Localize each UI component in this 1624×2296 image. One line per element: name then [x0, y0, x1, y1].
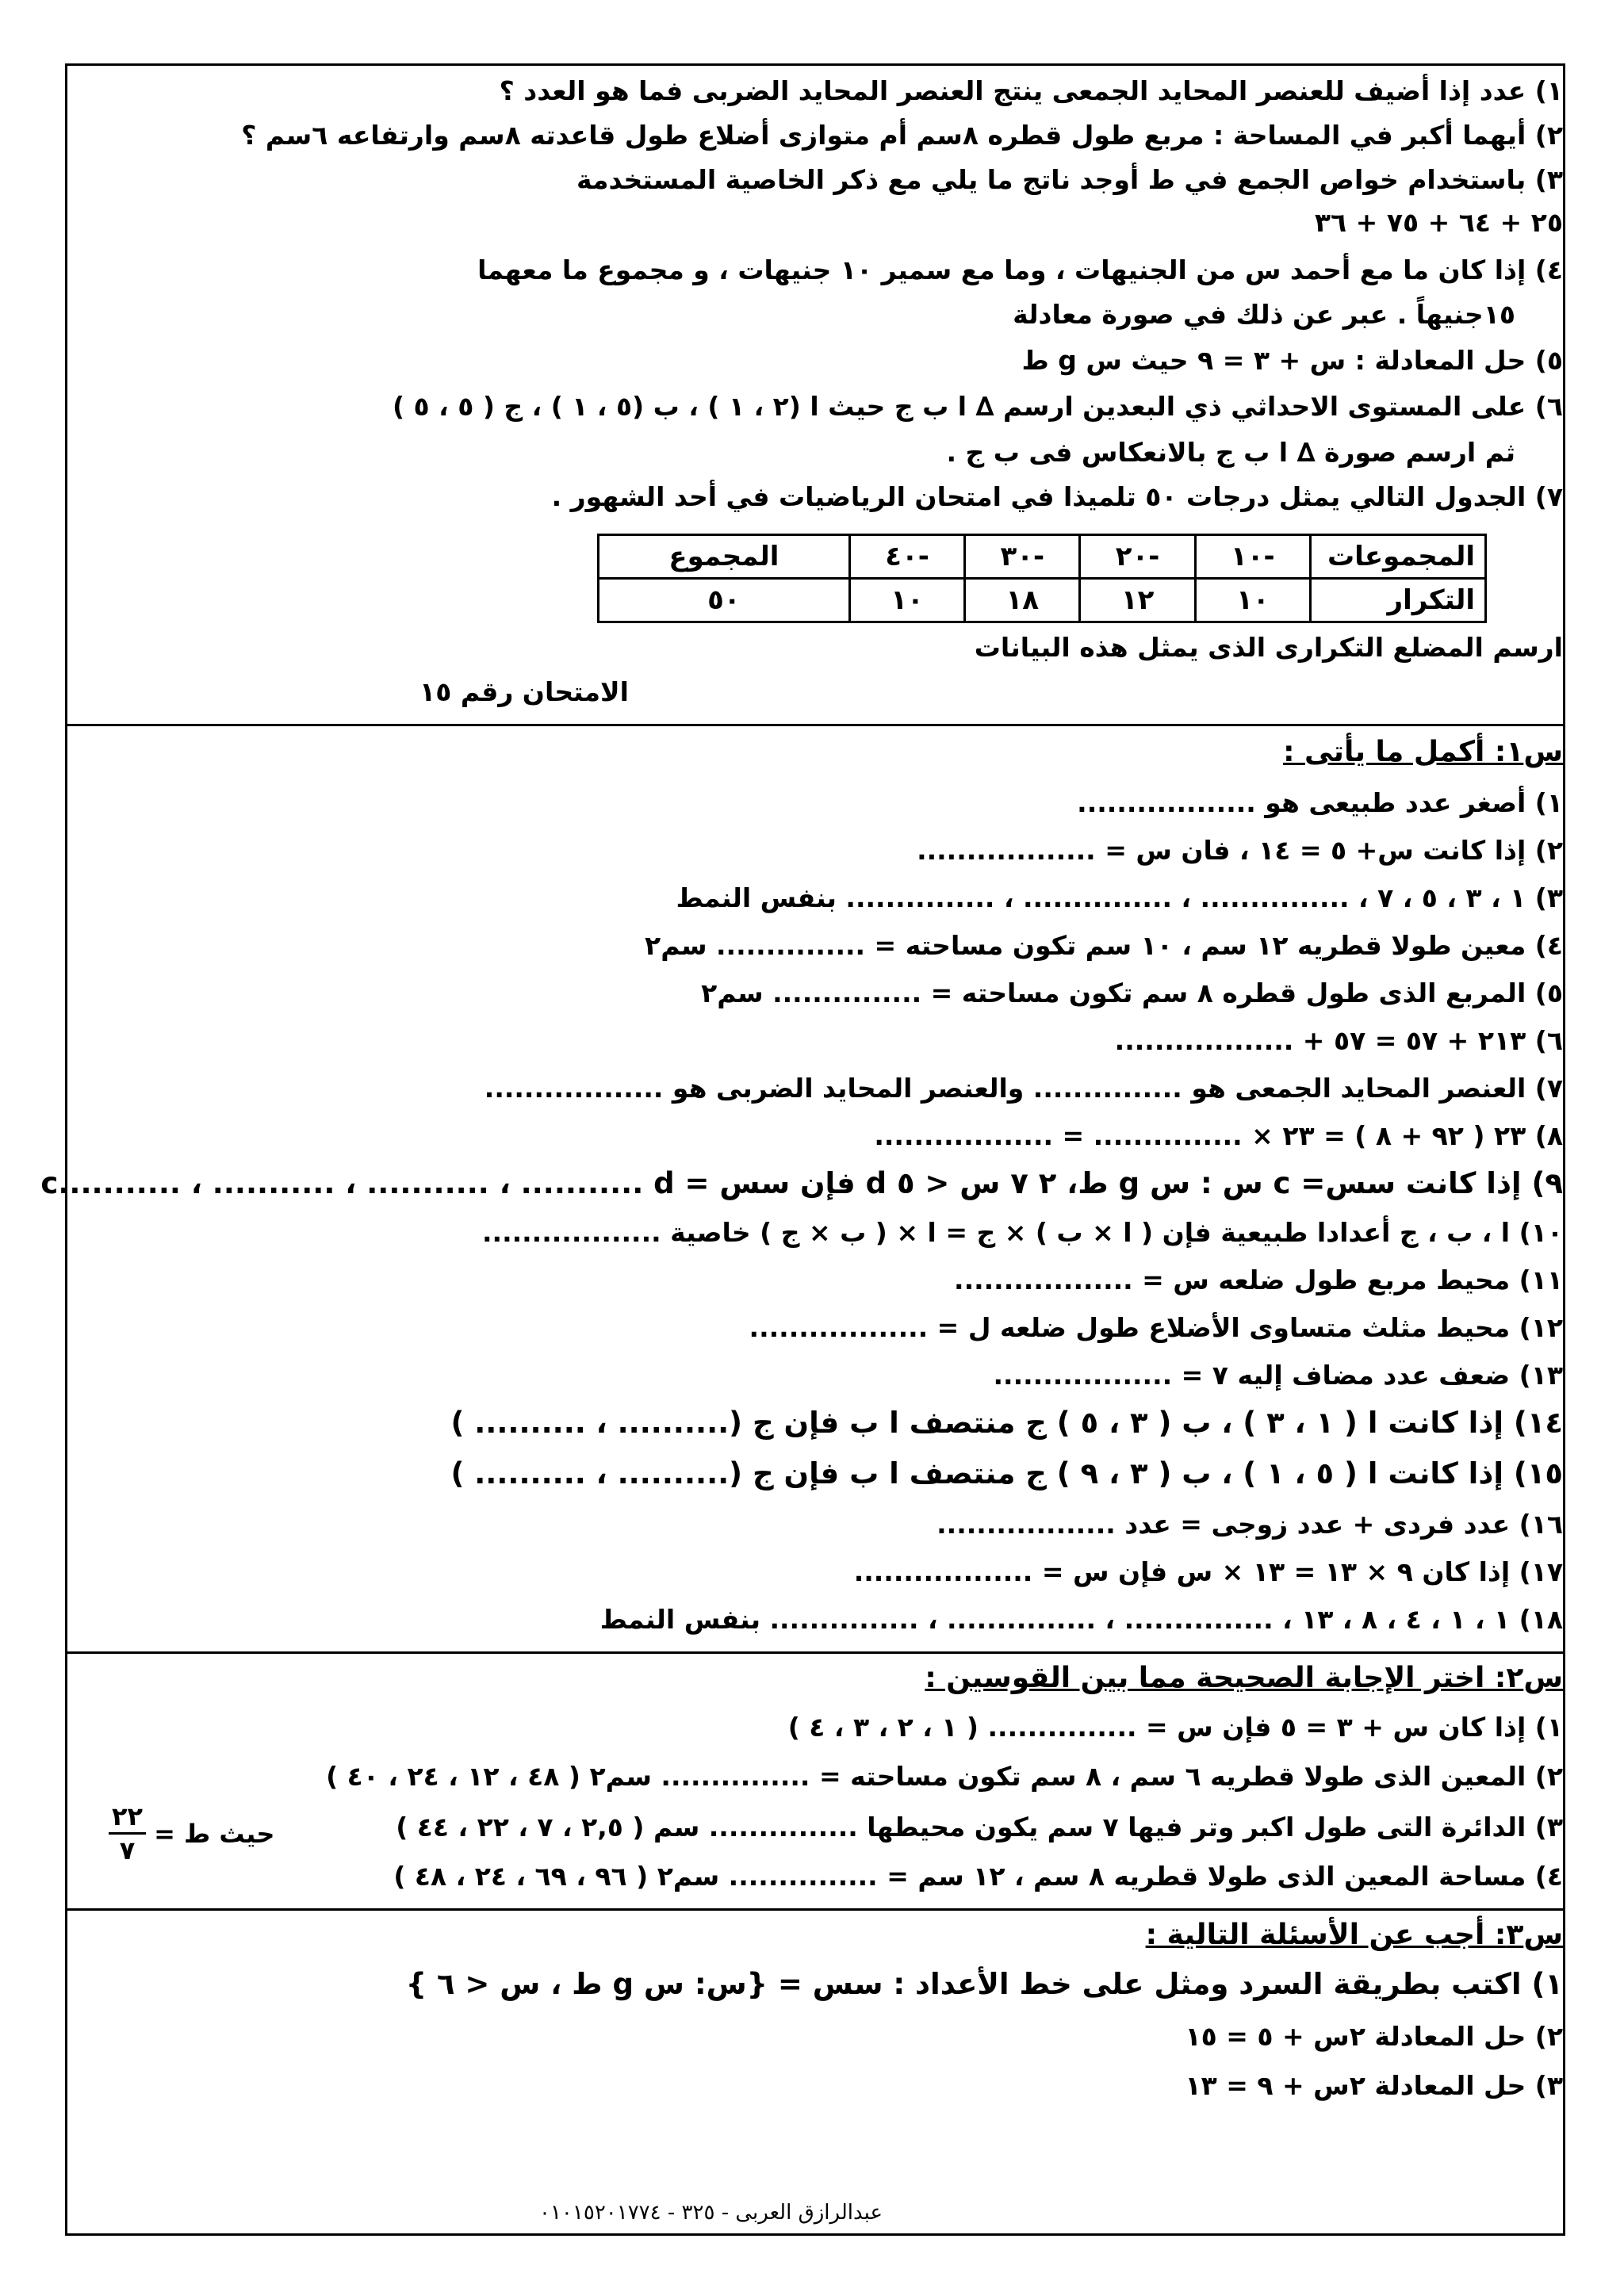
s3-item-3: ٣) حل المعادلة ٢س + ٩ = ١٣: [1185, 2070, 1563, 2101]
top-question-3: ٣) باستخدام خواص الجمع في ط أوجد ناتج ما يلي مع ذكر الخاصية المستخدمة: [576, 164, 1563, 195]
section-divider: [67, 1908, 1563, 1911]
pi-fraction: [109, 1801, 146, 1866]
table-cell: المجموع: [599, 535, 850, 579]
pi-label: حيث ط =: [154, 1818, 275, 1849]
pi-denominator: ٧: [119, 1835, 136, 1866]
table-row: [599, 579, 1486, 622]
s1-item-13: ١٣) ضعف عدد مضاف إليه ٧ = ..................: [993, 1360, 1563, 1391]
table-cell: -١٠: [1195, 535, 1310, 579]
s1-item-7: ٧) العنصر المحايد الجمعى هو ............... والعنصر المحايد الضربى هو ..................: [484, 1073, 1563, 1104]
top-question-2: ٢) أيهما أكبر في المساحة : مربع طول قطره ٨سم أم متوازى أضلاع طول قاعدته ٨سم وارتفاعه ٦سم ؟: [241, 120, 1563, 151]
top-question-6-continued: ثم ارسم صورة ∆ ا ب ج بالانعكاس فى ب ج .: [946, 437, 1515, 468]
table-cell: ١٨: [965, 579, 1080, 622]
s1-item-2: ٢) إذا كانت س+ ٥ = ١٤ ، فان س = ..................: [917, 835, 1563, 866]
s1-item-3: ٣) ١ ، ٣ ، ٥ ، ٧ ، ............... ، ............... ، ............... بنفس النمط: [676, 882, 1563, 913]
s1-item-5: ٥) المربع الذى طول قطره ٨ سم تكون مساحته = ............... سم٢: [701, 978, 1563, 1008]
s1-item-18: ١٨) ١ ، ١ ، ٤ ، ٨ ، ١٣ ، ............... ، ............... ، ............... بنفس النمط: [599, 1604, 1563, 1635]
top-question-1: ١) عدد إذا أضيف للعنصر المحايد الجمعى ينتج العنصر المحايد الضربى فما هو العدد ؟: [499, 75, 1563, 106]
table-cell: -٤٠: [849, 535, 964, 579]
table-cell: -٢٠: [1080, 535, 1195, 579]
s1-item-14: ١٤) إذا كانت ا ( ١ ، ٣ ) ، ب ( ٣ ، ٥ ) ج منتصف ا ب فإن ج (.......... ، .......... ): [450, 1406, 1563, 1440]
section-1-header: س١: أكمل ما يأتى :: [1283, 736, 1563, 768]
s1-item-6: ٦) ٢١٣ + ٥٧ = ٥٧ + ..................: [1114, 1025, 1563, 1056]
top-question-7: ٧) الجدول التالي يمثل درجات ٥٠ تلميذا في امتحان الرياضيات في أحد الشهور .: [551, 481, 1563, 512]
top-question-7-instruction: ارسم المضلع التكرارى الذى يمثل هذه البيانات: [974, 632, 1563, 663]
exam-page-frame: [40, 63, 1565, 2236]
table-cell: التكرار: [1311, 579, 1486, 622]
section-2-header: س٢: اختر الإجابة الصحيحة مما بين القوسين :: [925, 1662, 1563, 1694]
s1-item-1: ١) أصغر عدد طبيعى هو ..................: [1077, 787, 1563, 818]
s1-item-11: ١١) محيط مربع طول ضلعه س = ..................: [954, 1265, 1563, 1295]
top-question-6: ٦) على المستوى الاحداثي ذي البعدين ارسم ∆ ا ب ج حيث ا (٢ ، ١ ) ، ب (٥ ، ١ ) ، ج ( ٥ ، ٥ ): [392, 391, 1563, 422]
section-divider: [67, 724, 1563, 726]
s1-item-17: ١٧) إذا كان ٩ × ١٣ = ١٣ × س فإن س = ..................: [853, 1556, 1563, 1587]
s1-item-10: ١٠) ا ، ب ، ج أعدادا طبيعية فإن ( ا × ب ) × ج = ا × ( ب × ج ) خاصية ..................: [482, 1217, 1563, 1248]
s1-item-8: ٨) ٢٣ ( ٩٢ + ٨ ) = ٢٣ × ............... = ..................: [874, 1120, 1563, 1151]
top-question-3-expression: ٢٥ + ٦٤ + ٧٥ + ٣٦: [1314, 207, 1563, 238]
s1-item-9: ٩) إذا كانت سس= c س : س g ط، ٢ ٧ س < ٥ d فإن سس = c........... ، ........... ، ........... ، ........... d: [40, 1166, 1563, 1200]
s1-item-12: ١٢) محيط مثلث متساوى الأضلاع طول ضلعه ل = ..................: [749, 1312, 1563, 1343]
s2-item-4: ٤) مساحة المعين الذى طولا قطريه ٨ سم ، ١٢ سم = ............... سم٢ ( ٩٦ ، ٦٩ ، ٢٤ ، ٤٨ ): [393, 1861, 1563, 1892]
table-cell: ١٠: [849, 579, 964, 622]
s3-item-1: ١) اكتب بطريقة السرد ومثل على خط الأعداد : سس = {س: س g ط ، س < ٦ }: [405, 1967, 1563, 2001]
s3-item-2: ٢) حل المعادلة ٢س + ٥ = ١٥: [1185, 2021, 1563, 2052]
page-footer: عبدالرازق العربى - ٣٢٥ - ٠١٠١٥٢٠١٧٧٤: [539, 2201, 883, 2225]
table-cell: -٣٠: [965, 535, 1080, 579]
s1-item-15: ١٥) إذا كانت ا ( ٥ ، ١ ) ، ب ( ٣ ، ٩ ) ج منتصف ا ب فإن ج (.......... ، .......... ): [450, 1456, 1563, 1490]
table-cell: المجموعات: [1311, 535, 1486, 579]
pi-value-note: [109, 1801, 275, 1866]
top-question-4-continued: ١٥جنيهاً . عبر عن ذلك في صورة معادلة: [1013, 299, 1515, 330]
s1-item-16: ١٦) عدد فردى + عدد زوجى = عدد ..................: [936, 1509, 1563, 1540]
table-row: [599, 535, 1486, 579]
section-divider: [67, 1651, 1563, 1654]
frequency-table: [597, 534, 1487, 623]
s2-item-3: ٣) الدائرة التى طول اكبر وتر فيها ٧ سم يكون محيطها ............... سم ( ٢,٥ ، ٧ ، ٢٢ ، ٤٤ ): [396, 1812, 1563, 1843]
exam-title: الامتحان رقم ١٥: [419, 676, 629, 707]
top-question-5: ٥) حل المعادلة : س + ٣ = ٩ حيث س g ط: [1021, 345, 1563, 376]
table-cell: ١٢: [1080, 579, 1195, 622]
table-cell: ٥٠: [599, 579, 850, 622]
top-question-4: ٤) إذا كان ما مع أحمد س من الجنيهات ، وما مع سمير ١٠ جنيهات ، و مجموع ما معهما: [477, 254, 1563, 285]
pi-numerator: ٢٢: [109, 1804, 146, 1835]
table-cell: ١٠: [1195, 579, 1310, 622]
s1-item-4: ٤) معين طولا قطريه ١٢ سم ، ١٠ سم تكون مساحته = ............... سم٢: [645, 930, 1563, 961]
s2-item-2: ٢) المعين الذى طولا قطريه ٦ سم ، ٨ سم تكون مساحته = ............... سم٢ ( ٤٨ ، ١٢ ، ٢٤ ، ٤٠ ): [326, 1761, 1563, 1792]
s2-item-1: ١) إذا كان س + ٣ = ٥ فإن س = ............... ( ١ ، ٢ ، ٣ ، ٤ ): [787, 1712, 1563, 1743]
section-3-header: س٣: أجب عن الأسئلة التالية :: [1145, 1919, 1563, 1951]
